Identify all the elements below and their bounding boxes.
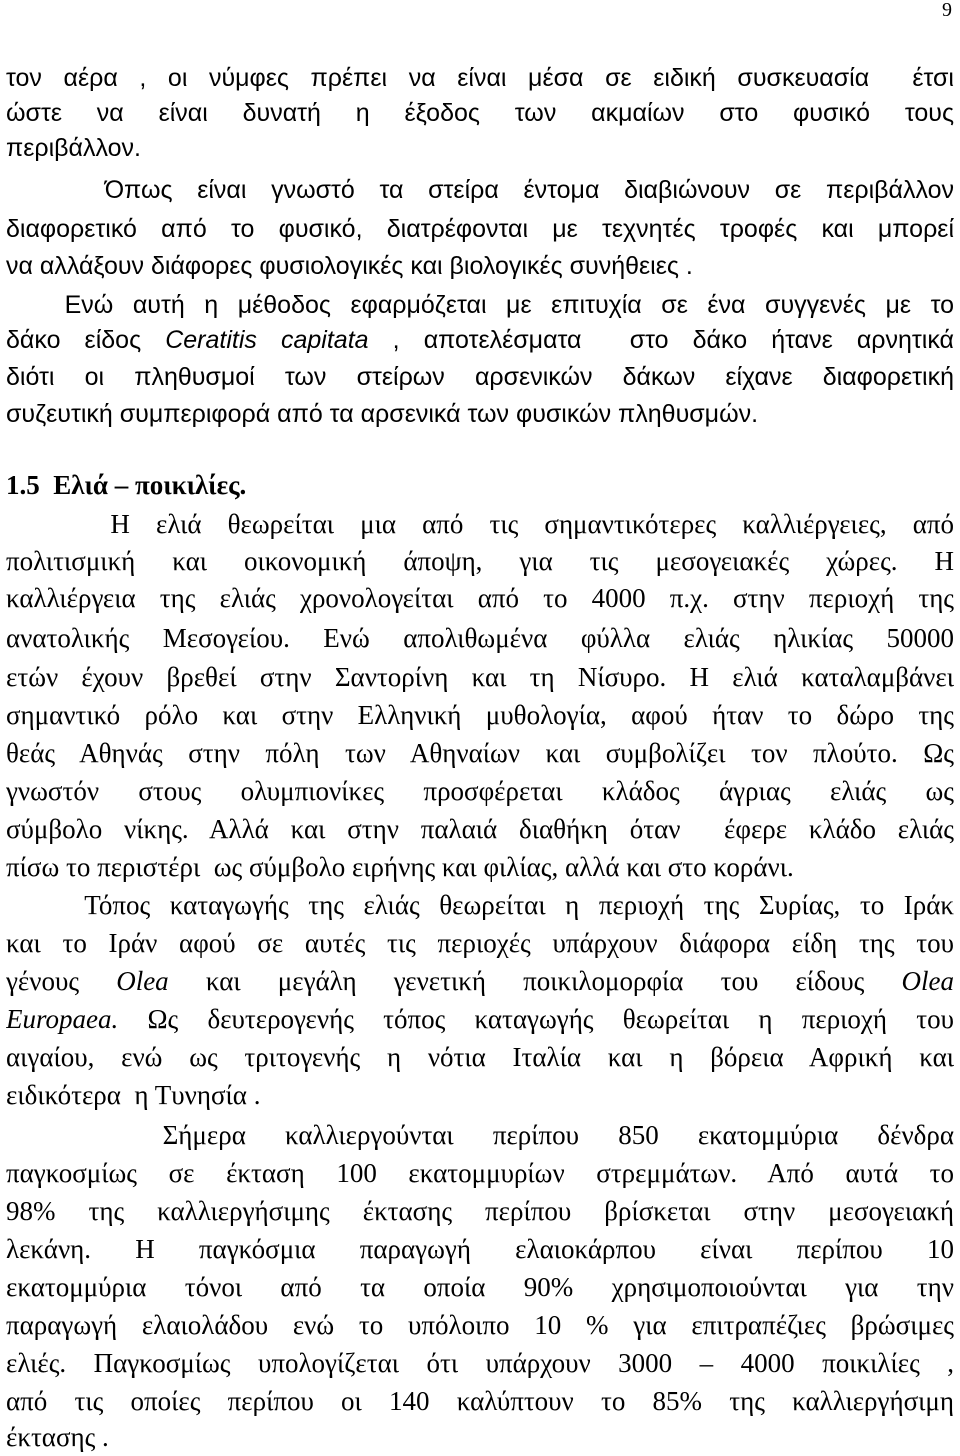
italic-term: Ceratitis capitata (165, 326, 369, 354)
text-line (6, 696, 954, 734)
text-line (6, 1306, 954, 1344)
text-line (6, 321, 954, 359)
text-run: περιβάλλον. (6, 134, 141, 162)
text-run: 98% της καλλιεργήσιμης έκτασης περίπου βρίσκεται στην μεσογειακή (6, 1196, 954, 1226)
text-line (6, 1154, 954, 1192)
text-line (6, 924, 954, 962)
text-run: ειδικότερα η Τυνησία . (6, 1080, 261, 1110)
text-line (6, 619, 954, 657)
text-run: Η ελιά θεωρείται μια από τις σημαντικότερες καλλιέργειες, από (6, 509, 954, 539)
text-line (6, 542, 954, 580)
text-run: πίσω το περιστέρι ως σύμβολο ειρήνης και φιλίας, αλλά και στο κοράνι. (6, 852, 794, 882)
italic-term: Olea (116, 966, 169, 996)
section-heading (6, 466, 954, 504)
text-line (6, 59, 954, 97)
text-run: λεκάνη. Η παγκόσμια παραγωγή ελαιοκάρπου είναι περίπου 10 (6, 1234, 954, 1264)
text-run: από τις οποίες περίπου οι 140 καλύπτουν το 85% της καλλιεργήσιμη (6, 1386, 954, 1416)
text-line (6, 129, 954, 167)
text-line (6, 1038, 954, 1076)
text-line (6, 962, 954, 1000)
text-line (6, 1382, 954, 1420)
text-run: 1.5 Ελιά – ποικιλίες. (6, 470, 247, 500)
text-run: καλλιέργεια της ελιάς χρονολογείται από το 4000 π.χ. στην περιοχή της (6, 583, 954, 613)
text-run: διότι οι πληθυσμοί των στείρων αρσενικών δάκων είχανε διαφορετική (6, 363, 954, 391)
text-run: εκατομμύρια τόνοι από τα οποία 90% χρησιμοποιούνται για την (6, 1272, 954, 1302)
text-run: έκτασης . (6, 1422, 109, 1452)
text-line (6, 210, 954, 248)
text-run: γένους (6, 966, 117, 996)
text-line (6, 772, 954, 810)
text-run: θεάς Αθηνάς στην πόλη των Αθηναίων και συμβολίζει τον πλούτο. Ως (6, 738, 954, 768)
text-line (6, 886, 954, 924)
page-number: 9 (942, 0, 952, 21)
text-line (6, 247, 954, 285)
text-run: Όπως είναι γνωστό τα στείρα έντομα διαβιώνουν σε περιβάλλον (6, 176, 954, 204)
text-run: σύμβολο νίκης. Αλλά και στην παλαιά διαθήκη όταν έφερε κλάδο ελιάς (6, 814, 954, 844)
text-run: ελιές. Παγκοσμίως υπολογίζεται ότι υπάρχουν 3000 – 4000 ποικιλίες , (6, 1348, 954, 1378)
text-line (6, 848, 954, 886)
text-line (6, 94, 954, 132)
text-run: ετών έχουν βρεθεί στην Σαντορίνη και τη Νίσυρο. Η ελιά καταλαμβάνει (6, 662, 954, 692)
text-line (6, 1076, 954, 1114)
text-run: παγκοσμίως σε έκταση 100 εκατομμυρίων στρεμμάτων. Από αυτά το (6, 1158, 954, 1188)
text-run: και μεγάλη γενετική ποικιλομορφία του είδους (168, 966, 902, 996)
text-run: να αλλάξουν διάφορες φυσιολογικές και βιολογικές συνήθειες . (6, 252, 693, 280)
text-line (6, 395, 954, 433)
text-run: Ενώ αυτή η μέθοδος εφαρμόζεται με επιτυχία σε ένα συγγενές με το (6, 291, 954, 319)
text-run: ώστε να είναι δυνατή η έξοδος των ακμαίων στο φυσικό τους (6, 99, 954, 127)
text-run: Ως δευτερογενής τόπος καταγωγής θεωρείται η περιοχή του (118, 1004, 954, 1034)
text-line (6, 734, 954, 772)
text-run: διαφορετικό από το φυσικό, διατρέφονται με τεχνητές τροφές και μπορεί (6, 215, 954, 243)
text-run: Σήμερα καλλιεργούνται περίπου 850 εκατομμύρια δένδρα (6, 1120, 954, 1150)
text-run: αιγαίου, ενώ ως τριτογενής η νότια Ιταλία και η βόρεια Αφρική και (6, 1042, 954, 1072)
text-line (6, 1268, 954, 1306)
text-run: σημαντικό ρόλο και στην Ελληνική μυθολογία, αφού ήταν το δώρο της (6, 700, 954, 730)
text-run: γνωστόν στους ολυμπιονίκες προσφέρεται κλάδος άγριας ελιάς ως (6, 776, 954, 806)
text-run: παραγωγή ελαιολάδου ενώ το υπόλοιπο 10 % για επιτραπέζιες βρώσιμες (6, 1310, 954, 1340)
text-line (6, 286, 954, 324)
text-run: Τόπος καταγωγής της ελιάς θεωρείται η περιοχή της Συρίας, το Ιράκ (6, 890, 954, 920)
text-run: , αποτελέσματα στο δάκο ήτανε αρνητικά (368, 326, 954, 354)
text-line (6, 810, 954, 848)
text-run: ανατολικής Μεσογείου. Ενώ απολιθωμένα φύλλα ελιάς ηλικίας 50000 (6, 623, 954, 653)
text-line (6, 1192, 954, 1230)
text-run: και το Ιράν αφού σε αυτές τις περιοχές υπάρχουν διάφορα είδη της του (6, 928, 954, 958)
italic-term: Europaea. (6, 1004, 119, 1034)
text-line (6, 1000, 954, 1038)
text-line (6, 579, 954, 617)
text-line (6, 1344, 954, 1382)
text-run: τον αέρα , οι νύμφες πρέπει να είναι μέσα σε ειδική συσκευασία έτσι (6, 64, 954, 92)
text-run: δάκο είδος (6, 326, 166, 354)
text-line (6, 658, 954, 696)
italic-term: Olea (901, 966, 954, 996)
text-line (6, 1230, 954, 1268)
text-line (6, 505, 954, 543)
text-line (6, 171, 954, 209)
text-run: συζευτική συμπεριφορά από τα αρσενικά των φυσικών πληθυσμών. (6, 400, 759, 428)
text-line (6, 1418, 954, 1456)
text-line (6, 358, 954, 396)
text-line (6, 1116, 954, 1154)
text-run: πολιτισμική και οικονομική άποψη, για τις μεσογειακές χώρες. Η (6, 546, 954, 576)
